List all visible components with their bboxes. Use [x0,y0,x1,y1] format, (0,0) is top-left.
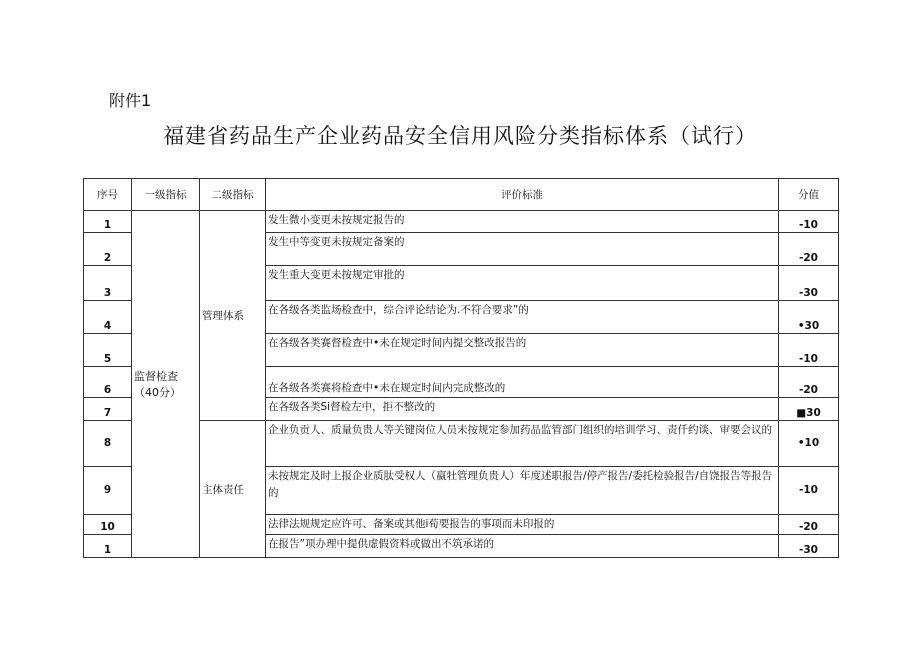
row-number: 1 [84,211,132,233]
criterion-text: 未按规定及时上报企业质肽受权人（嬴牡管理负贵人）年度述职报告/停产报告/委托检验报告/自饶报告等报告的 [266,467,779,515]
level2-management: 管理体系 [200,211,266,421]
level1-name: 监督检查 [134,370,178,383]
row-number: 9 [84,467,132,515]
criterion-text: 在各级各类赛将检查中•未在规定时间内完成整改的 [266,367,779,398]
score-value: -10 [779,467,839,515]
row-number: 7 [84,398,132,421]
table-header-row [84,179,839,211]
score-value: -20 [779,233,839,266]
score-value: ■30 [779,398,839,421]
header-level1: 一级指标 [132,179,200,211]
row-number: 10 [84,515,132,535]
row-number: 3 [84,266,132,301]
attachment-label: 附件1 [109,91,152,110]
criterion-text: 在各级各类监场检查中，综合评论结论为.不符合要求”的 [266,301,779,334]
criterion-text: 法律法规规定应许可、备案或其他i荀要报告的事项而未印报的 [266,515,779,535]
header-level2: 二级指标 [200,179,266,211]
criterion-text: 发生中等变更未按规定备案的 [266,233,779,266]
criterion-text: 在各级各类Si督检左中，拒不整改的 [266,398,779,421]
row-number: 4 [84,301,132,334]
score-value: •30 [779,301,839,334]
score-value: -10 [779,211,839,233]
score-value: -30 [779,266,839,301]
score-value: -10 [779,334,839,367]
table-row [84,211,839,233]
criterion-text: 发生微小变更未按规定报告的 [266,211,779,233]
level1-score: （40分） [134,386,181,399]
row-number: 5 [84,334,132,367]
header-score: 分值 [779,179,839,211]
criterion-text: 在报告”项办理中提供虚假资料或做出不筑承诺的 [266,535,779,558]
score-value: -20 [779,367,839,398]
row-number: 2 [84,233,132,266]
criterion-text: 企业负贡人、质量负贵人等关键岗位人员未按规定参加药品监管部门组织的培训学习、责仟约谈、审要会议的 [266,421,779,467]
row-number: 8 [84,421,132,467]
score-value: -30 [779,535,839,558]
score-value: •10 [779,421,839,467]
document-title: 福建省药品生产企业药品安全信用风险分类指标体系（试行） [163,124,757,148]
row-number: 6 [84,367,132,398]
criterion-text: 在各级各类赛督检查中•未在规定时间内提交整改报告的 [266,334,779,367]
criterion-text: 发生重大变更未按规定审批的 [266,266,779,301]
level1-cell [132,211,200,558]
score-value: -20 [779,515,839,535]
row-number: 1 [84,535,132,558]
level2-responsibility: 主体责任 [200,421,266,558]
header-criterion: 评价标准 [266,179,779,211]
indicator-table [83,178,839,558]
header-serial: 序号 [84,179,132,211]
